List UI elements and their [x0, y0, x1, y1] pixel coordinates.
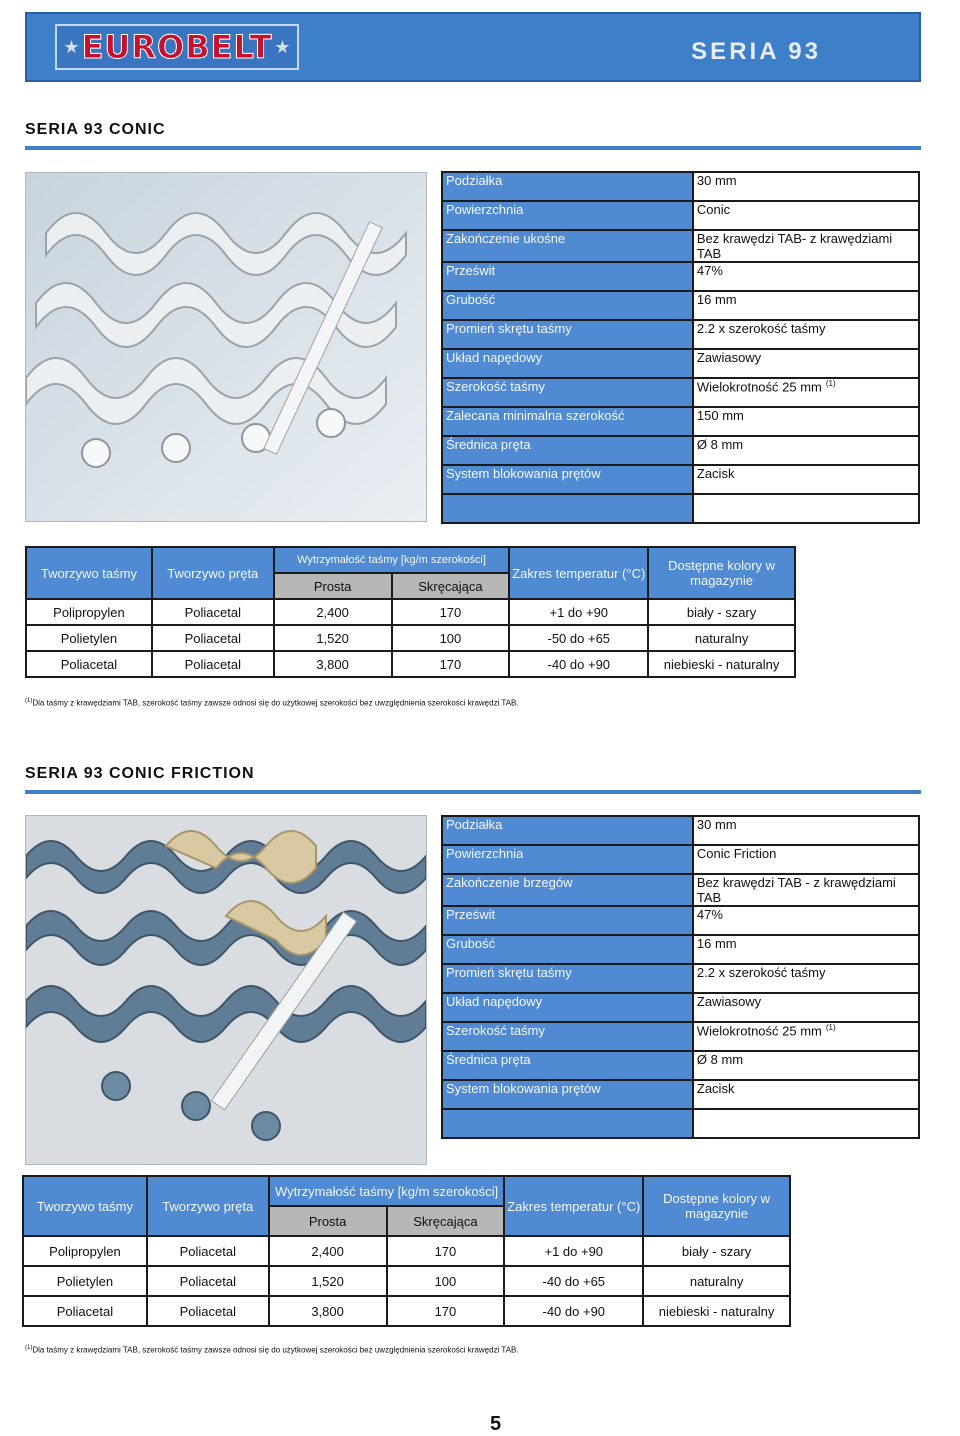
cell-temperature: -50 do +65 [509, 625, 648, 651]
spec-value-text: 16 mm [696, 936, 737, 951]
header-strength: Wytrzymałość taśmy [kg/m szerokości] [274, 547, 510, 573]
header-rod-material: Tworzywo pręta [147, 1176, 269, 1236]
cell-temperature: -40 do +90 [509, 651, 648, 677]
header-rod-material: Tworzywo pręta [152, 547, 274, 599]
spec-value [693, 407, 919, 436]
spec-value [693, 494, 919, 523]
spec-table-conic-friction [441, 815, 920, 1139]
spec-row [442, 407, 919, 436]
section-title-conic-friction: SERIA 93 CONIC FRICTION [25, 765, 255, 782]
spec-value [693, 436, 919, 465]
section-divider [25, 146, 921, 150]
spec-value-text: Wielokrotność 25 mm [696, 1023, 822, 1039]
spec-value-text: 16 mm [696, 292, 737, 307]
spec-row [442, 465, 919, 494]
cell-rod-material: Poliacetal [147, 1296, 269, 1326]
spec-label: Szerokość taśmy [442, 378, 693, 407]
spec-row [442, 874, 919, 906]
cell-colors: biały - szary [643, 1236, 790, 1266]
cell-colors: naturalny [648, 625, 795, 651]
spec-value-text: Bez krawędzi TAB- z krawędziami TAB [696, 231, 893, 261]
spec-value [693, 906, 919, 935]
spec-table-conic [441, 171, 920, 524]
eurobelt-logo [55, 24, 299, 70]
spec-value-text: Wielokrotność 25 mm [696, 379, 822, 395]
cell-belt-material: Polietylen [23, 1266, 147, 1296]
footnote-mark: (1) [25, 1345, 33, 1351]
footnote-conic [25, 698, 519, 708]
spec-value-text: Bez krawędzi TAB - z krawędziami TAB [696, 875, 896, 905]
header-turning: Skręcająca [392, 573, 510, 599]
cell-turning-strength: 170 [387, 1236, 505, 1266]
header-belt-material: Tworzywo taśmy [26, 547, 152, 599]
spec-label: Grubość [442, 291, 693, 320]
spec-value-text: Zacisk [696, 1081, 735, 1096]
belt-image [26, 173, 426, 521]
spec-value-text: Conic [696, 202, 731, 217]
spec-value [693, 1051, 919, 1080]
spec-row [442, 201, 919, 230]
spec-value [693, 320, 919, 349]
section-title-conic: SERIA 93 CONIC [25, 121, 166, 138]
cell-temperature: -40 do +65 [504, 1266, 643, 1296]
header-turning: Skręcająca [387, 1206, 505, 1236]
header-straight: Prosta [274, 573, 392, 599]
spec-label: Średnica pręta [442, 436, 693, 465]
header-belt-material: Tworzywo taśmy [23, 1176, 147, 1236]
cell-rod-material: Poliacetal [152, 599, 274, 625]
cell-temperature: +1 do +90 [509, 599, 648, 625]
spec-row [442, 1051, 919, 1080]
cell-belt-material: Poliacetal [23, 1296, 147, 1326]
spec-row [442, 845, 919, 874]
spec-row [442, 172, 919, 201]
table-row [23, 1236, 790, 1266]
cell-straight-strength: 3,800 [274, 651, 392, 677]
spec-value-text: 47% [696, 263, 723, 278]
spec-row [442, 935, 919, 964]
spec-value-text: 30 mm [696, 173, 737, 188]
spec-label: Zakończenie brzegów [442, 874, 693, 906]
footnote-mark: (1) [25, 698, 33, 704]
spec-label: System blokowania prętów [442, 1080, 693, 1109]
header-temp: Zakres temperatur (°C) [509, 547, 648, 599]
spec-note-mark: (1) [825, 379, 836, 388]
spec-value-text: 30 mm [696, 817, 737, 832]
spec-label: Układ napędowy [442, 349, 693, 378]
spec-value [693, 262, 919, 291]
star-icon: ★ [274, 36, 291, 57]
spec-label: Grubość [442, 935, 693, 964]
spec-label [442, 1109, 693, 1138]
header-temp: Zakres temperatur (°C) [504, 1176, 643, 1236]
belt-photo-conic [25, 172, 427, 522]
belt-photo-conic-friction [25, 815, 427, 1165]
spec-row [442, 1109, 919, 1138]
footnote-text: Dla taśmy z krawędziami TAB, szerokość taśmy zawsze odnosi się do użytkowej szerokości bez uwzględnienia szerokości krawędzi TAB. [32, 1345, 519, 1355]
spec-row [442, 230, 919, 262]
spec-label: Zakończenie ukośne [442, 230, 693, 262]
spec-value [693, 816, 919, 845]
spec-value-text: 47% [696, 907, 723, 922]
spec-value [693, 201, 919, 230]
spec-row [442, 291, 919, 320]
table-row [26, 599, 795, 625]
spec-value [693, 1109, 919, 1138]
logo-text: EUROBELT [81, 28, 273, 66]
spec-row [442, 262, 919, 291]
spec-label: Powierzchnia [442, 845, 693, 874]
spec-label: System blokowania prętów [442, 465, 693, 494]
spec-row [442, 906, 919, 935]
cell-colors: biały - szary [648, 599, 795, 625]
series-label: SERIA 93 [691, 38, 821, 65]
cell-turning-strength: 170 [387, 1296, 505, 1326]
cell-belt-material: Poliacetal [26, 651, 152, 677]
spec-value-text: Zacisk [696, 466, 735, 481]
spec-label: Średnica pręta [442, 1051, 693, 1080]
section-divider [25, 790, 921, 794]
spec-value [693, 935, 919, 964]
table-row [23, 1266, 790, 1296]
spec-row [442, 494, 919, 523]
header-colors: Dostępne kolory w magazynie [643, 1176, 790, 1236]
materials-table-conic-friction [22, 1175, 791, 1327]
spec-value-text: 150 mm [696, 408, 744, 423]
cell-rod-material: Poliacetal [147, 1266, 269, 1296]
cell-belt-material: Polietylen [26, 625, 152, 651]
spec-label: Prześwit [442, 262, 693, 291]
spec-label: Podziałka [442, 816, 693, 845]
spec-row [442, 436, 919, 465]
spec-value-text: Ø 8 mm [696, 1052, 744, 1067]
spec-value [693, 1080, 919, 1109]
spec-label: Zalecana minimalna szerokość [442, 407, 693, 436]
spec-row [442, 964, 919, 993]
spec-value [693, 349, 919, 378]
spec-row [442, 378, 919, 407]
spec-note-mark: (1) [825, 1023, 836, 1032]
materials-table-conic [25, 546, 796, 678]
cell-rod-material: Poliacetal [152, 625, 274, 651]
spec-row [442, 816, 919, 845]
cell-straight-strength: 2,400 [269, 1236, 387, 1266]
spec-row [442, 320, 919, 349]
spec-value [693, 378, 919, 407]
spec-value [693, 845, 919, 874]
table-row [23, 1296, 790, 1326]
star-icon: ★ [63, 36, 80, 57]
cell-rod-material: Poliacetal [147, 1236, 269, 1266]
spec-label: Promień skrętu taśmy [442, 964, 693, 993]
table-row [26, 625, 795, 651]
spec-value [693, 172, 919, 201]
spec-value [693, 1022, 919, 1051]
cell-rod-material: Poliacetal [152, 651, 274, 677]
spec-row [442, 993, 919, 1022]
cell-colors: niebieski - naturalny [643, 1296, 790, 1326]
spec-label: Szerokość taśmy [442, 1022, 693, 1051]
belt-image [26, 816, 426, 1164]
footnote-text: Dla taśmy z krawędziami TAB, szerokość taśmy zawsze odnosi się do użytkowej szerokości bez uwzględnienia szerokości krawędzi TAB. [32, 698, 519, 708]
spec-value-text: Zawiasowy [696, 994, 762, 1009]
spec-value [693, 964, 919, 993]
spec-label: Prześwit [442, 906, 693, 935]
cell-straight-strength: 3,800 [269, 1296, 387, 1326]
header-straight: Prosta [269, 1206, 387, 1236]
cell-colors: naturalny [643, 1266, 790, 1296]
page-header [25, 12, 921, 82]
cell-temperature: -40 do +90 [504, 1296, 643, 1326]
spec-value-text: Ø 8 mm [696, 437, 744, 452]
spec-label: Podziałka [442, 172, 693, 201]
spec-label: Powierzchnia [442, 201, 693, 230]
cell-temperature: +1 do +90 [504, 1236, 643, 1266]
cell-colors: niebieski - naturalny [648, 651, 795, 677]
spec-value [693, 993, 919, 1022]
spec-row [442, 349, 919, 378]
spec-value-text: Conic Friction [696, 846, 777, 861]
cell-straight-strength: 2,400 [274, 599, 392, 625]
cell-turning-strength: 170 [392, 599, 510, 625]
spec-label [442, 494, 693, 523]
cell-straight-strength: 1,520 [269, 1266, 387, 1296]
spec-value-text: 2.2 x szerokość taśmy [696, 321, 826, 336]
spec-label: Promień skrętu taśmy [442, 320, 693, 349]
header-colors: Dostępne kolory w magazynie [648, 547, 795, 599]
spec-value [693, 230, 919, 262]
cell-turning-strength: 100 [392, 625, 510, 651]
spec-row [442, 1022, 919, 1051]
footnote-conic-friction [25, 1345, 519, 1355]
spec-value [693, 465, 919, 494]
cell-turning-strength: 170 [392, 651, 510, 677]
header-strength: Wytrzymałość taśmy [kg/m szerokości] [269, 1176, 505, 1206]
page-number: 5 [490, 1413, 502, 1435]
spec-value [693, 291, 919, 320]
cell-turning-strength: 100 [387, 1266, 505, 1296]
cell-belt-material: Polipropylen [26, 599, 152, 625]
spec-row [442, 1080, 919, 1109]
spec-value [693, 874, 919, 906]
spec-value-text: 2.2 x szerokość taśmy [696, 965, 826, 980]
spec-value-text: Zawiasowy [696, 350, 762, 365]
table-row [26, 651, 795, 677]
cell-straight-strength: 1,520 [274, 625, 392, 651]
cell-belt-material: Polipropylen [23, 1236, 147, 1266]
spec-label: Układ napędowy [442, 993, 693, 1022]
